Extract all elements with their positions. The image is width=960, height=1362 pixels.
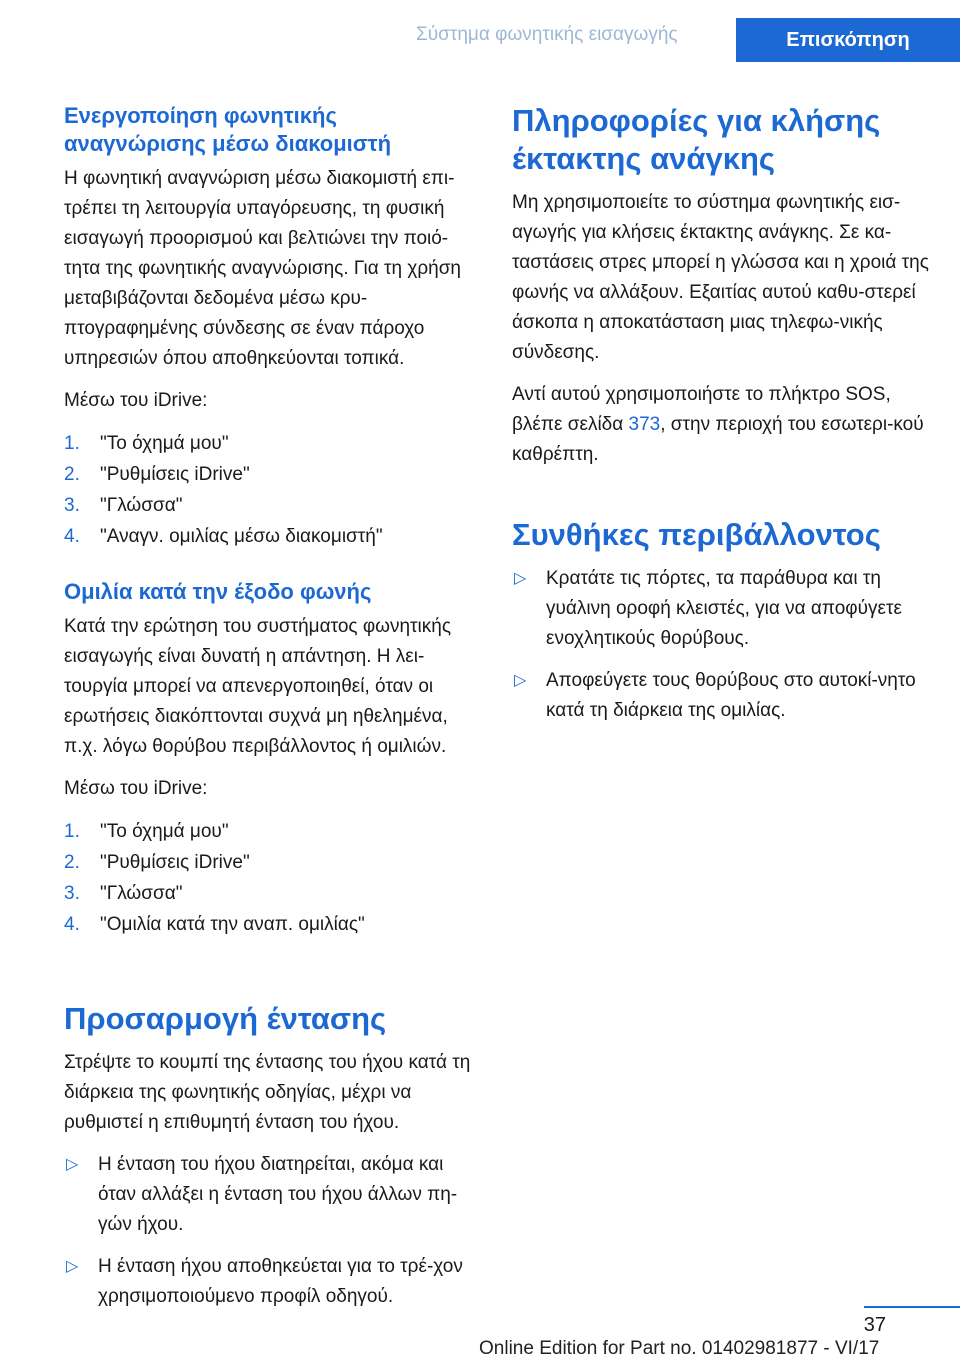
list-item: 4. "Αναγν. ομιλίας μέσω διακομιστή" xyxy=(64,526,383,547)
overview-tab[interactable]: Επισκόπηση xyxy=(736,18,960,62)
emergency-text: Μη χρησιμοποιείτε το σύστημα φωνητικής εισ-αγωγής για κλήσεις έκτακτης ανάγκης. Σε κα-ταστάσεις στρες μπορεί η γλώσσα και η χροιά της φωνής να αλλάξουν. Εξαιτίας αυτού καθυ-στερεί άσκοπα η αποκατάσταση μιας τηλεφω-νικής σύνδεσης. xyxy=(512,192,929,363)
section-title: Σύστημα φωνητικής εισαγωγής xyxy=(416,24,678,45)
server-recognition-text: Η φωνητική αναγνώριση μέσω διακομιστή επι-τρέπει τη λειτουργία υπαγόρευσης, τη φυσική εισαγωγή προορισμού και βελτιώνει την ποιό-τητα της φωνητικής αναγνώρισης. Για τη χρήση μεταβιβάζονται δεδομένα μέσω κρυ-πτογραφημένης σύνδεσης σε έναν πάροχο υπηρεσιών όπου αποθηκεύονται τοπικά. xyxy=(64,168,461,369)
volume-heading: Προσαρμογή έντασης xyxy=(64,1001,387,1036)
page-link[interactable]: 373 xyxy=(628,414,661,435)
list-item: 3. "Γλώσσα" xyxy=(64,883,183,904)
triangle-right-icon: ▷ xyxy=(514,570,527,587)
via-idrive-label: Μέσω του iDrive: xyxy=(64,778,208,799)
list-item: 1. "Το όχημά μου" xyxy=(64,821,229,842)
spacer xyxy=(64,966,482,1000)
footer-divider xyxy=(864,1306,960,1308)
list-item: 4. "Ομιλία κατά την αναπ. ομιλίας" xyxy=(64,914,365,935)
list-item: 2. "Ρυθμίσεις iDrive" xyxy=(64,852,250,873)
emergency-heading: Πληροφορίες για κλήσης έκτακτης ανάγκης xyxy=(512,103,881,176)
left-column xyxy=(64,102,482,1324)
triangle-right-icon: ▷ xyxy=(66,1156,79,1173)
page-header xyxy=(0,0,960,62)
volume-bullets xyxy=(64,1150,482,1312)
environment-heading: Συνθήκες περιβάλλοντος xyxy=(512,517,881,552)
via-idrive-label: Μέσω του iDrive: xyxy=(64,390,208,411)
list-item: 1. "Το όχημά μου" xyxy=(64,433,229,454)
triangle-right-icon: ▷ xyxy=(514,672,527,689)
page-number: 37 xyxy=(863,1314,886,1336)
server-recognition-steps xyxy=(64,428,482,552)
list-item: ▷ Κρατάτε τις πόρτες, τα παράθυρα και τη γυάλινη οροφή κλειστές, για να αποφύγετε ενοχλητικούς θορύβους. xyxy=(512,564,930,654)
right-column xyxy=(512,102,930,738)
list-item: 2. "Ρυθμίσεις iDrive" xyxy=(64,464,250,485)
triangle-right-icon: ▷ xyxy=(66,1258,79,1275)
list-item: 3. "Γλώσσα" xyxy=(64,495,183,516)
list-item: ▷ Η ένταση ήχου αποθηκεύεται για το τρέ-χον χρησιμοποιούμενο προφίλ οδηγού. xyxy=(64,1252,482,1312)
server-recognition-heading: Ενεργοποίηση φωνητικής αναγνώρισης μέσω διακομιστή xyxy=(64,103,392,156)
spacer xyxy=(512,482,930,516)
list-item: ▷ Η ένταση του ήχου διατηρείται, ακόμα και όταν αλλάξει η ένταση του ήχου άλλων πη-γών ήχου. xyxy=(64,1150,482,1240)
list-item: ▷ Αποφεύγετε τους θορύβους στο αυτοκί-νητο κατά τη διάρκεια της ομιλίας. xyxy=(512,666,930,726)
volume-text: Στρέψτε το κουμπί της έντασης του ήχου κατά τη διάρκεια της φωνητικής οδηγίας, μέχρι να ρυθμιστεί η επιθυμητή ένταση του ήχου. xyxy=(64,1052,471,1133)
barge-in-text: Κατά την ερώτηση του συστήματος φωνητικής εισαγωγής είναι δυνατή η απάντηση. Η λει-τουργία μπορεί να απενεργοποιηθεί, όταν οι ερωτήσεις διακόπτονται συχνά μη ηθελημένα, π.χ. λόγω θορύβου περιβάλλοντος ή ομιλιών. xyxy=(64,616,451,757)
sos-text: Αντί αυτού χρησιμοποιήστε το πλήκτρο SOS, βλέπε σελίδα 373, στην περιοχή του εσωτερι-κού καθρέπτη. xyxy=(512,384,924,465)
barge-in-heading: Ομιλία κατά την έξοδο φωνής xyxy=(64,579,372,604)
edition-text: Online Edition for Part no. 01402981877 - VI/17 xyxy=(479,1338,880,1359)
barge-in-steps xyxy=(64,816,482,940)
environment-bullets xyxy=(512,564,930,726)
